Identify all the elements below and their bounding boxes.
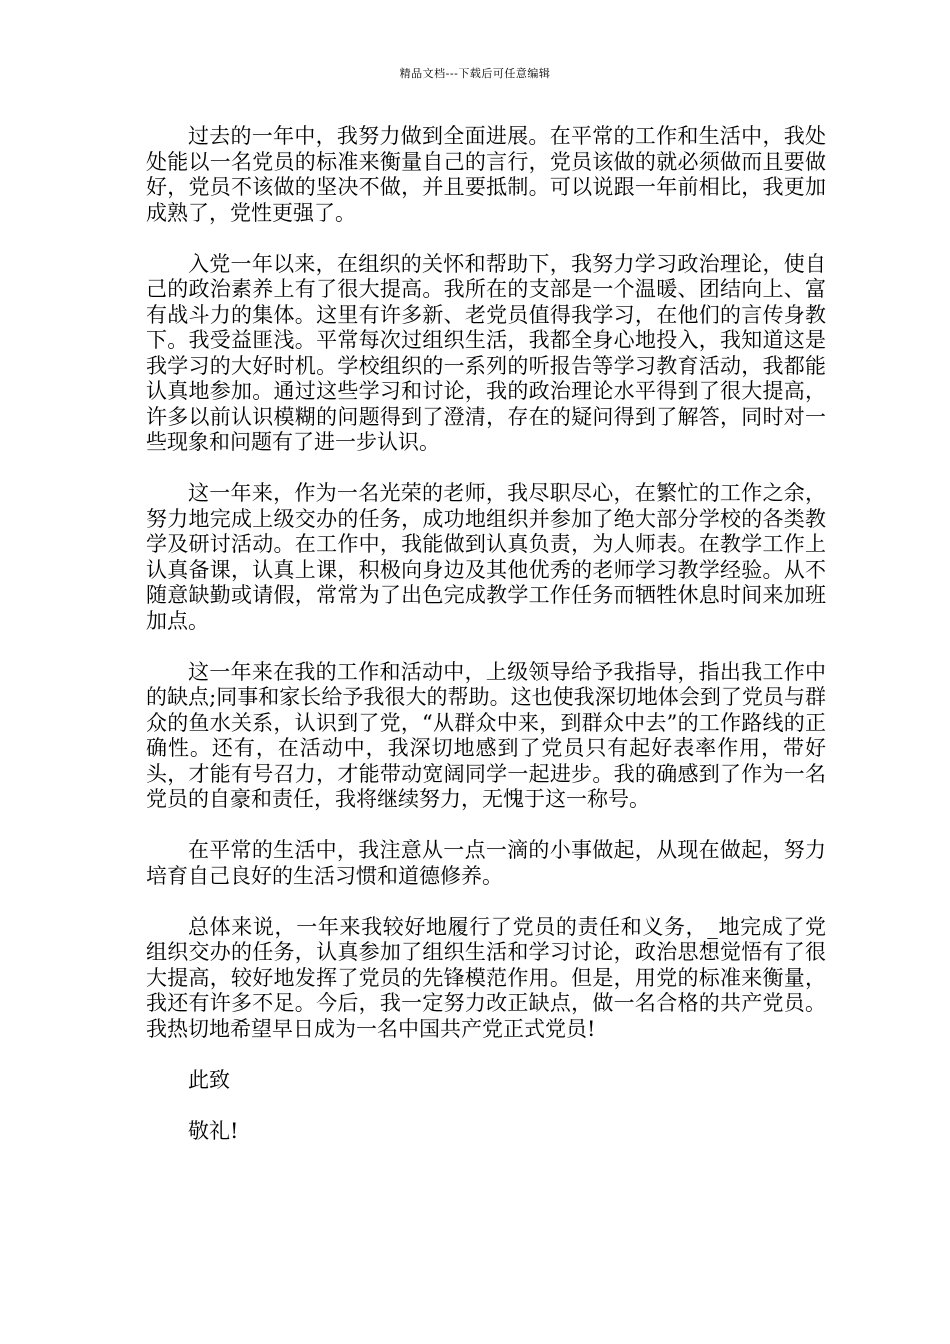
paragraph-2: 入党一年以来，在组织的关怀和帮助下，我努力学习政治理论，使自己的政治素养上有了很大提高。我所在的支部是一个温暖、团结向上、富有战斗力的集体。这里有许多新、老党员值得我学习，在他们的言传身教下。我受益匪浅。平常每次过组织生活，我都全身心地投入，我知道这是我学习的大好时机。学校组织的一系列的听报告等学习教育活动，我都能认真地参加。通过这些学习和讨论，我的政治理论水平得到了很大提高，许多以前认识模糊的问题得到了澄清，存在的疑问得到了解答，同时对一些现象和问题有了进一步认识。: [146, 251, 826, 454]
paragraph-4: 这一年来在我的工作和活动中，上级领导给予我指导，指出我工作中的缺点;同事和家长给予我很大的帮助。这也使我深切地体会到了党员与群众的鱼水关系，认识到了党，“从群众中来，到群众中去”的工作路线的正确性。还有，在活动中，我深切地感到了党员只有起好表率作用，带好头，才能有号召力，才能带动宽阔同学一起进步。我的确感到了作为一名党员的自豪和责任，我将继续努力，无愧于这一称号。: [146, 659, 826, 811]
letter-body: [146, 124, 826, 1170]
closing-regards: 敬礼!: [188, 1118, 239, 1143]
closing-salutation: 此致: [188, 1067, 230, 1092]
paragraph-1: 过去的一年中，我努力做到全面进展。在平常的工作和生活中，我处处能以一名党员的标准来衡量自己的言行，党员该做的就必须做而且要做好，党员不该做的坚决不做，并且要抵制。可以说跟一年前相比，我更加成熟了，党性更强了。: [146, 124, 826, 225]
page-header: 精品文档---下载后可任意编辑: [399, 67, 551, 80]
paragraph-5: 在平常的生活中，我注意从一点一滴的小事做起，从现在做起，努力培育自己良好的生活习惯和道德修养。: [146, 838, 826, 888]
paragraph-6: 总体来说，一年来我较好地履行了党员的责任和义务，_地完成了党组织交办的任务，认真参加了组织生活和学习讨论，政治思想觉悟有了很大提高，较好地发挥了党员的先锋模范作用。但是，用党的标准来衡量，我还有许多不足。今后，我一定努力改正缺点，做一名合格的共产党员。我热切地希望早日成为一名中国共产党正式党员!: [146, 914, 826, 1041]
paragraph-3: 这一年来，作为一名光荣的老师，我尽职尽心，在繁忙的工作之余，努力地完成上级交办的任务，成功地组织并参加了绝大部分学校的各类教学及研讨活动。在工作中，我能做到认真负责，为人师表。在教学工作上认真备课，认真上课，积极向身边及其他优秀的老师学习教学经验。从不随意缺勤或请假，常常为了出色完成教学工作任务而牺牲休息时间来加班加点。: [146, 481, 826, 633]
